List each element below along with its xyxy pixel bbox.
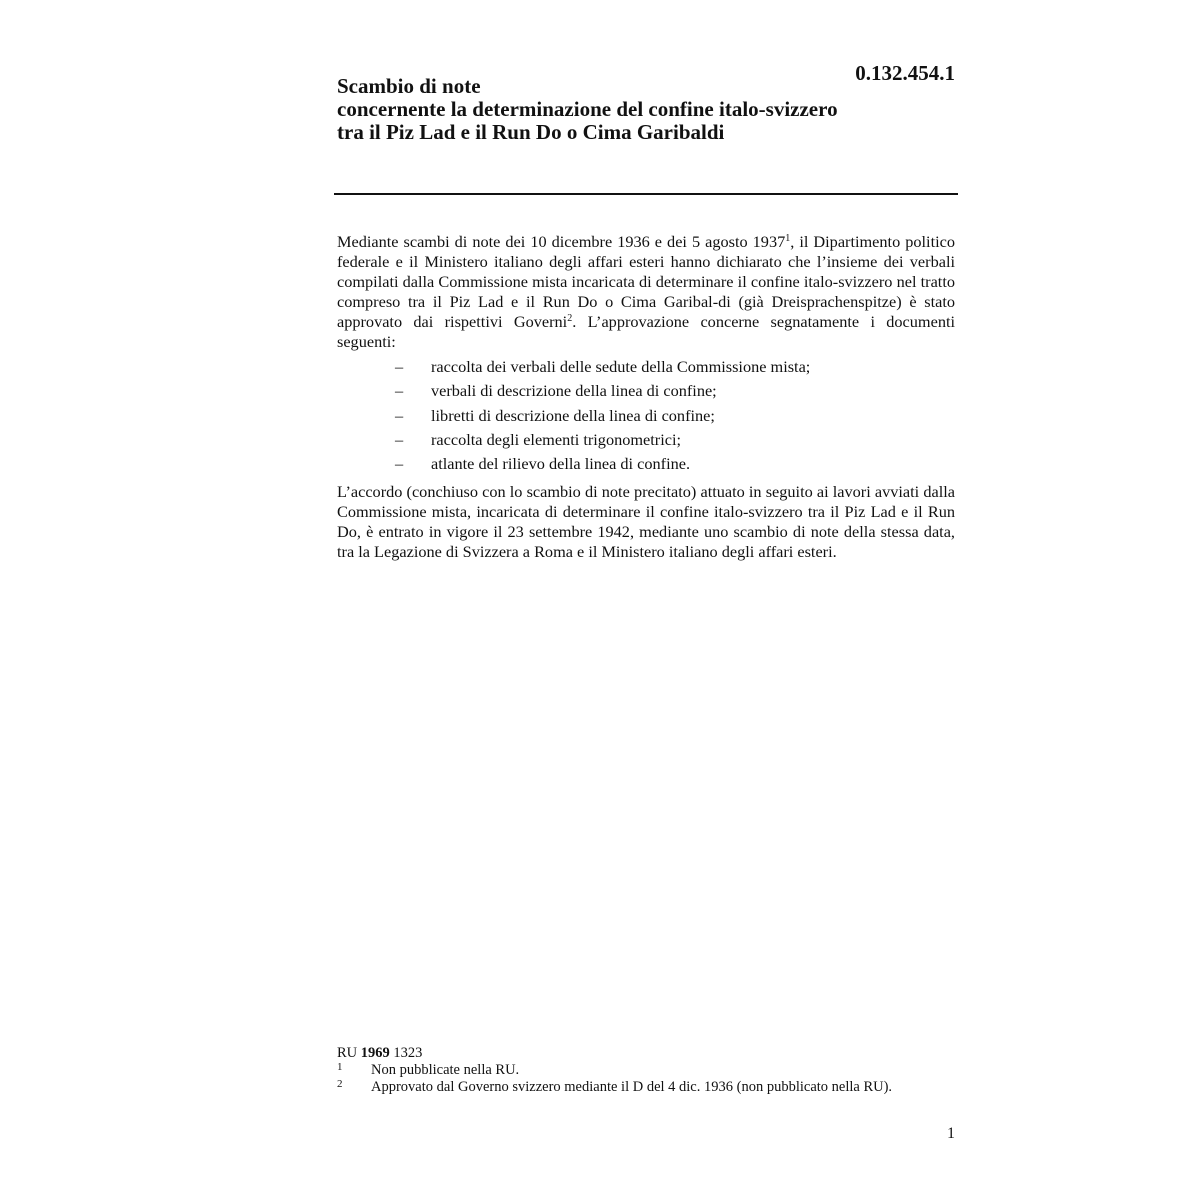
list-item-text: verbali di descrizione della linea di confine;: [431, 381, 717, 401]
list-item-text: raccolta dei verbali delle sedute della Commissione mista;: [431, 357, 811, 376]
document-body: [337, 232, 955, 562]
footnote-number: 2: [337, 1078, 343, 1090]
footnotes: [337, 1045, 957, 1096]
documents-list: [337, 355, 955, 476]
list-dash: –: [395, 405, 404, 425]
list-dash: –: [395, 357, 404, 376]
list-item: [337, 428, 955, 452]
source-year: 1969: [360, 1045, 390, 1061]
agreement-paragraph: L’accordo (conchiuso con lo scambio di note precitato) attuato in seguito ai lavori avviati dalla Commissione mista, incaricata di determinare il confine italo-svizzero tra il Piz Lad e il Run Do, è entrato in vigore il 23 settembre 1942, mediante uno scambio di note della stessa data, tra la Legazione di Svizzera a Roma e il Ministero italiano degli affari esteri.: [337, 482, 955, 562]
document-number: 0.132.454.1: [855, 61, 955, 85]
list-dash: –: [395, 454, 404, 474]
intro-text-end: . L’approvazione concerne segnatamente i documenti seguenti:: [337, 312, 956, 351]
list-item-text: raccolta degli elementi trigonometrici;: [431, 429, 681, 449]
list-item: [337, 379, 955, 403]
list-item: [337, 404, 955, 428]
page-number: 1: [947, 1125, 955, 1142]
list-item: [337, 355, 955, 379]
intro-text-middle: , il Dipartimento politico federale e il Ministero italiano degli affari esteri hanno dichiarato che l’insieme dei verbali compilati dalla Commissione mista incaricata di determinare il confine italo-svizzero nel tratto compreso tra il Piz Lad e il Run Do o Cima Garibal-di (già Dreisprachenspitze) è stato approvato dai rispettivi Governi: [337, 232, 955, 331]
footnote-text: Non pubblicate nella RU.: [371, 1062, 520, 1078]
list-item: [337, 452, 955, 476]
footnote-1: [337, 1062, 957, 1079]
source-prefix: RU: [337, 1045, 358, 1061]
footnote-ref-2: 2: [567, 313, 573, 324]
list-item-text: libretti di descrizione della linea di confine;: [431, 405, 715, 425]
footnote-number: 1: [337, 1061, 343, 1073]
source-page: 1323: [393, 1045, 423, 1061]
title-line: concernente la determinazione del confine italo-svizzero: [337, 97, 838, 121]
list-dash: –: [395, 429, 404, 449]
document-title: [337, 75, 937, 144]
footnote-2: [337, 1079, 957, 1096]
footnote-text: Approvato dal Governo svizzero mediante il D del 4 dic. 1936 (non pubblicato nella RU).: [371, 1079, 893, 1095]
list-item-text: atlante del rilievo della linea di confine.: [431, 454, 691, 474]
title-line: Scambio di note: [337, 74, 481, 98]
title-line: tra il Piz Lad e il Run Do o Cima Garibaldi: [337, 120, 725, 144]
intro-text-start: Mediante scambi di note dei 10 dicembre 1936 e dei 5 agosto 1937: [337, 232, 786, 251]
list-dash: –: [395, 381, 404, 401]
intro-paragraph: [337, 232, 955, 352]
source-reference: [337, 1045, 957, 1062]
footnote-ref-1: 1: [785, 233, 791, 244]
title-divider: [334, 193, 958, 195]
